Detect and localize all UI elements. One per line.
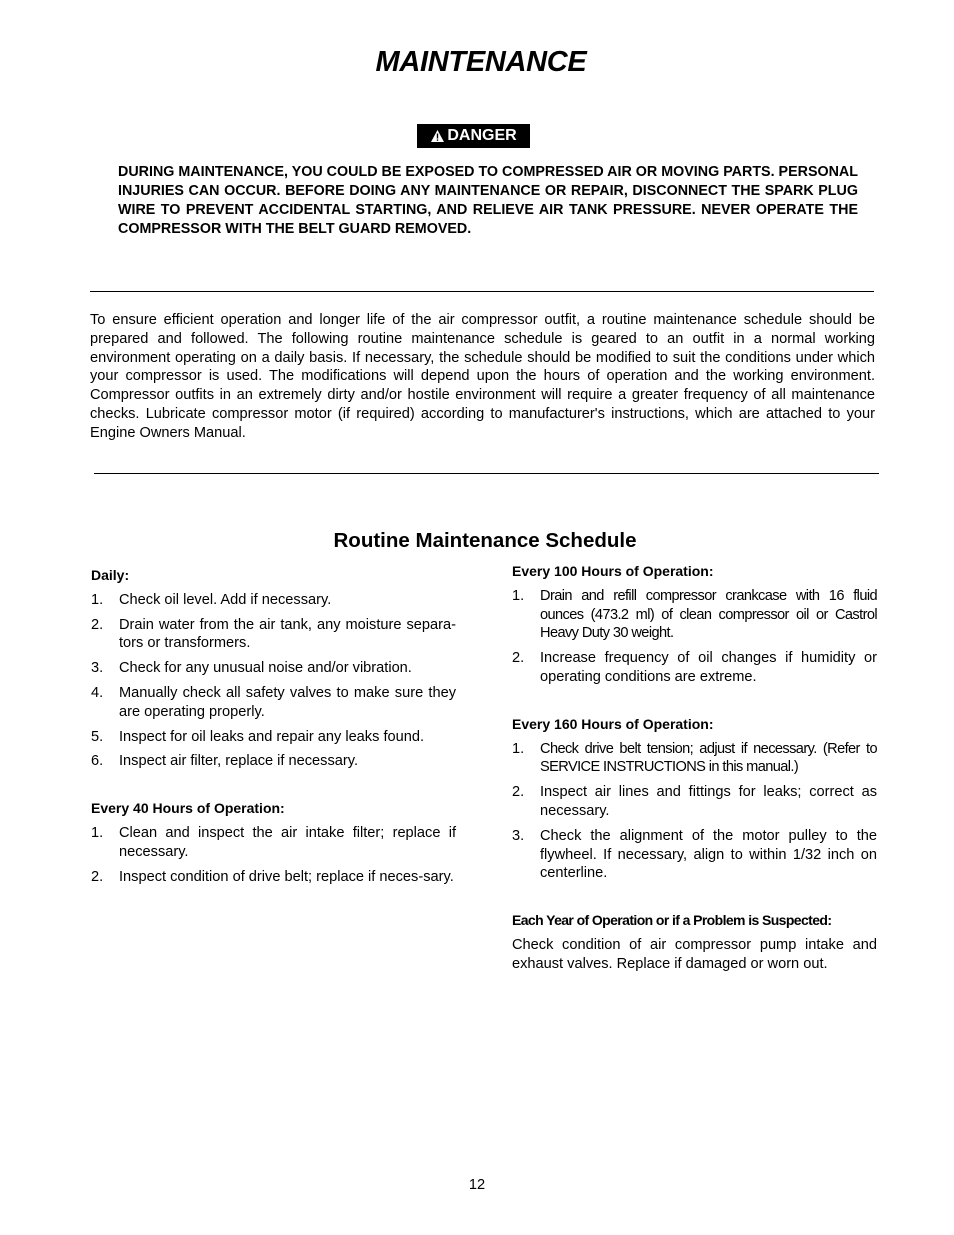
daily-list (91, 591, 456, 771)
yearly-text: Check condition of air compressor pump intake and exhaust valves. Replace if damaged or worn out. (512, 936, 877, 972)
intro-paragraph: To ensure efficient operation and longer life of the air compressor outfit, a routine maintenance schedule should be prepared and followed. The following routine maintenance schedule is geared to an outfit in a normal working environment operating on a daily basis. If necessary, the schedule should be modified to suit the conditions under which your compressor is used. The modifications will depend upon the hours of operation and the working environment. Compressor outfits in an extremely dirty and/or hostile environment will require a greater frequency of all maintenance checks. Lubricate compressor motor (if required) according to manufacturer's instructions, which are attached to your Engine Owners Manual. (90, 312, 875, 441)
every-160-hours-list (512, 740, 877, 884)
item-number: 3. (91, 660, 104, 677)
danger-label-text: DANGER (447, 127, 517, 144)
item-text: Drain and refill compressor crankcase with 16 fluid ounces (473.2 ml) of clean compressor oil or Castrol Heavy Duty 30 weight. (540, 587, 877, 642)
list-item (512, 740, 877, 778)
every-100-hours-list (512, 587, 877, 687)
item-number: 1. (512, 587, 525, 604)
item-text: Check the alignment of the motor pulley to the flywheel. If necessary, align to within 1/32 inch on centerline. (540, 827, 877, 882)
yearly-heading: Each Year of Operation or if a Problem is Suspected: (512, 912, 832, 929)
item-number: 6. (91, 753, 104, 770)
list-item (512, 649, 877, 687)
schedule-right-column (512, 562, 877, 974)
every-40-hours-heading: Every 40 Hours of Operation: (91, 800, 285, 817)
list-item (91, 616, 456, 654)
item-number: 2. (512, 784, 525, 801)
item-text: Check for any unusual noise and/or vibration. (119, 660, 412, 677)
list-item (91, 591, 456, 610)
page-title: MAINTENANCE (375, 46, 587, 78)
section-title: Routine Maintenance Schedule (333, 529, 637, 552)
every-160-hours-heading: Every 160 Hours of Operation: (512, 715, 714, 732)
item-text: Clean and inspect the air intake filter; replace if necessary. (119, 824, 456, 860)
list-item (512, 783, 877, 821)
list-item (512, 587, 877, 643)
item-number: 5. (91, 728, 104, 745)
item-number: 2. (91, 616, 104, 633)
list-item (91, 728, 456, 747)
item-number: 1. (91, 824, 104, 841)
item-text: Check drive belt tension; adjust if necessary. (Refer to SERVICE INSTRUCTIONS in this manual.) (540, 740, 877, 776)
danger-warning-text: DURING MAINTENANCE, YOU COULD BE EXPOSED TO COMPRESSED AIR OR MOVING PARTS. PERSONAL INJURIES CAN OCCUR. BEFORE DOING ANY MAINTENANCE OR REPAIR, DISCONNECT THE SPARK PLUG WIRE TO PREVENT ACCIDENTAL STARTING, AND RELIEVE AIR TANK PRESSURE. NEVER OPERATE THE COMPRESSOR WITH THE BELT GUARD REMOVED. (118, 164, 858, 237)
item-text: Inspect air filter, replace if necessary. (119, 753, 359, 770)
item-number: 2. (512, 650, 525, 667)
list-item (91, 659, 456, 678)
item-number: 3. (512, 827, 525, 844)
list-item (91, 752, 456, 771)
every-40-hours-list (91, 824, 456, 886)
page-number: 12 (468, 1177, 486, 1193)
item-number: 2. (91, 868, 104, 885)
danger-label (417, 124, 530, 148)
item-number: 1. (91, 591, 104, 608)
daily-heading: Daily: (91, 567, 130, 583)
item-text: Check oil level. Add if necessary. (119, 591, 332, 608)
item-text: Inspect condition of drive belt; replace if neces-sary. (119, 868, 454, 885)
schedule-left-column (91, 566, 456, 892)
item-text: Manually check all safety valves to make sure they are operating properly. (119, 684, 456, 720)
divider (90, 291, 874, 292)
list-item (512, 827, 877, 883)
list-item (91, 824, 456, 862)
list-item (91, 868, 456, 887)
divider (94, 473, 879, 474)
item-text: Inspect air lines and fittings for leaks; correct as necessary. (540, 784, 877, 819)
item-text: Drain water from the air tank, any moisture separa-tors or transformers. (119, 616, 456, 652)
item-number: 4. (91, 684, 104, 701)
item-text: Increase frequency of oil changes if humidity or operating conditions are extreme. (540, 650, 877, 685)
warning-triangle-icon (430, 129, 445, 143)
item-text: Inspect for oil leaks and repair any leaks found. (119, 728, 425, 745)
item-number: 1. (512, 740, 525, 757)
list-item (91, 684, 456, 722)
every-100-hours-heading: Every 100 Hours of Operation: (512, 563, 714, 579)
